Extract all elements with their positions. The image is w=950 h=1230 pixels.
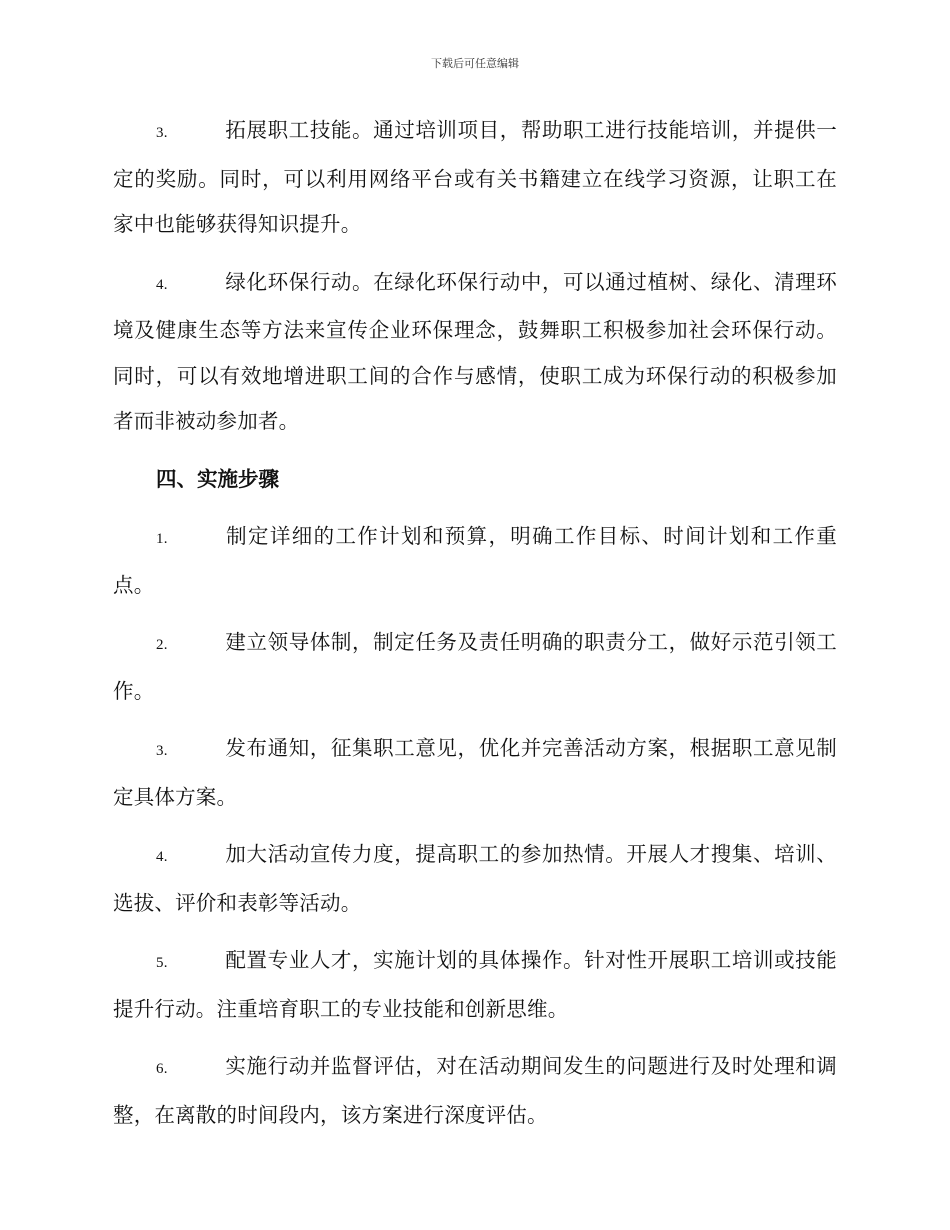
list-item-number: 5. <box>156 955 168 971</box>
list-item-number: 2. <box>156 637 168 653</box>
list-item-text: 发布通知，征集职工意见，优化并完善活动方案，根据职工意见制定具体方案。 <box>113 736 837 809</box>
step-item-3 <box>113 726 837 820</box>
document-body <box>113 108 837 1150</box>
list-item-3 <box>113 108 837 248</box>
step-item-1 <box>113 514 837 608</box>
list-item-text: 建立领导体制，制定任务及责任明确的职责分工，做好示范引领工作。 <box>113 630 837 703</box>
step-item-4 <box>113 832 837 926</box>
list-item-text: 加大活动宣传力度，提高职工的参加热情。开展人才搜集、培训、选拔、评价和表彰等活动。 <box>113 842 837 915</box>
list-item-number: 4. <box>156 276 168 293</box>
step-item-5 <box>113 938 837 1032</box>
list-item-number: 3. <box>156 125 168 141</box>
list-item-number: 3. <box>156 743 168 759</box>
list-item-number: 6. <box>156 1061 168 1077</box>
header-note: 下载后可任意编辑 <box>431 57 519 70</box>
list-item-text: 绿化环保行动。在绿化环保行动中，可以通过植树、绿化、清理环境及健康生态等方法来宣传企业环保理念，鼓舞职工积极参加社会环保行动。同时，可以有效地增进职工间的合作与感情，使职工成为环保行动的积极参加者而非被动参加者。 <box>113 269 837 433</box>
list-item-number: 1. <box>156 531 168 547</box>
list-item-4 <box>113 260 837 445</box>
list-item-number: 4. <box>156 849 168 865</box>
list-item-text: 配置专业人才，实施计划的具体操作。针对性开展职工培训或技能提升行动。注重培育职工的专业技能和创新思维。 <box>113 948 837 1021</box>
list-item-text: 制定详细的工作计划和预算，明确工作目标、时间计划和工作重点。 <box>113 524 837 597</box>
step-item-6 <box>113 1044 837 1138</box>
list-item-text: 拓展职工技能。通过培训项目，帮助职工进行技能培训，并提供一定的奖励。同时，可以利用网络平台或有关书籍建立在线学习资源，让职工在家中也能够获得知识提升。 <box>113 118 837 236</box>
list-item-text: 实施行动并监督评估，对在活动期间发生的问题进行及时处理和调整，在离散的时间段内，该方案进行深度评估。 <box>113 1054 837 1127</box>
step-item-2 <box>113 620 837 714</box>
section-heading: 四、实施步骤 <box>156 466 279 491</box>
